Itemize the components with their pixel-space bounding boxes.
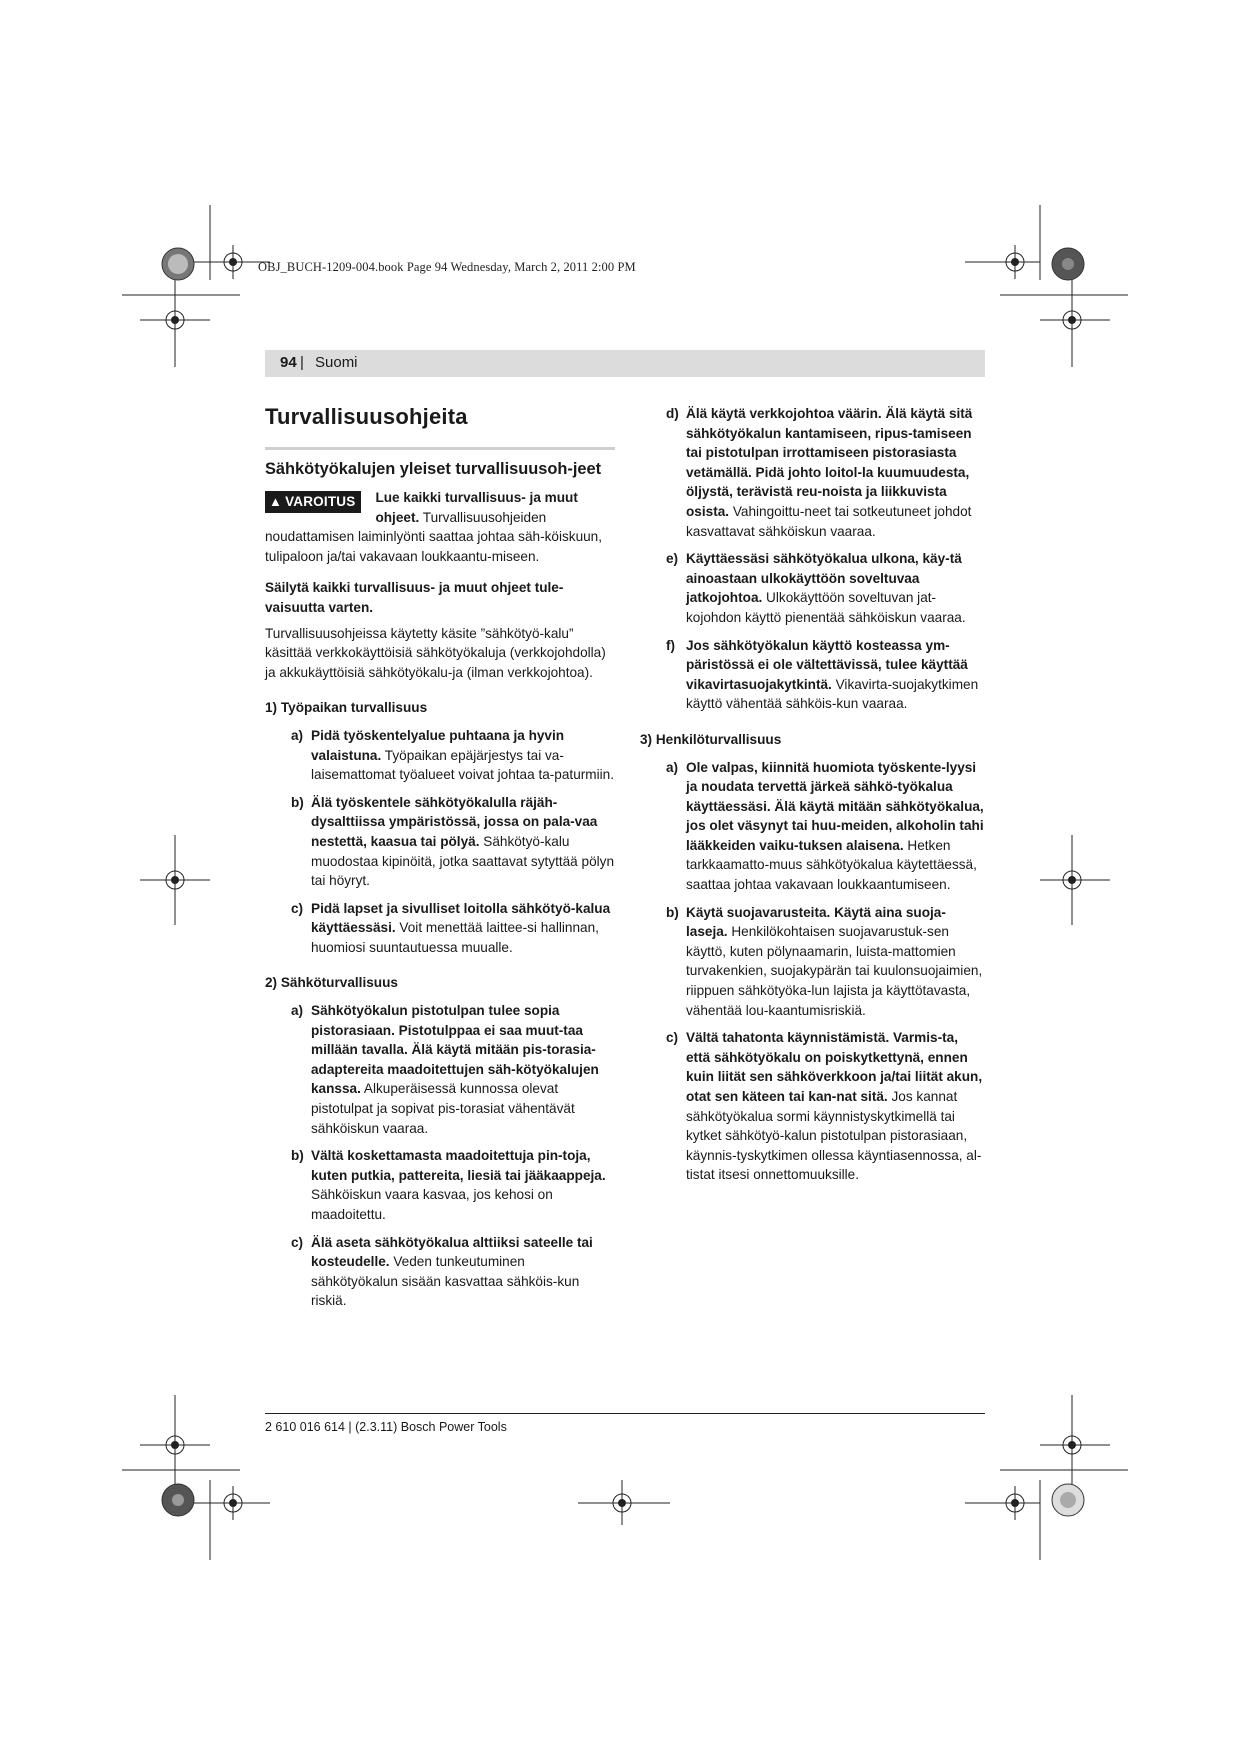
list-item — [265, 726, 615, 785]
item-text: Voit menettää laittee-si hallinnan, huomiosi suuntautuessa muualle. — [311, 920, 599, 955]
section-heading: 1) Työpaikan turvallisuus — [265, 700, 428, 716]
footer-rule — [265, 1413, 985, 1414]
header-separator: | — [300, 354, 304, 371]
color-wheel-icon-tl — [162, 248, 194, 280]
list-item — [640, 1028, 985, 1185]
list-item — [265, 899, 615, 958]
print-info: OBJ_BUCH-1209-004.book Page 94 Wednesday, March 2, 2011 2:00 PM — [258, 260, 636, 274]
item-text: Henkilökohtaisen suojavarustuk-sen käyttö, kuten pölynaamarin, luista-mattomien turvakenkien, suojakypärän tai kuulonsuojaimien, riippuen sähkötyöka-lun lajista ja käyttötavasta, vähentää lou-kaantumisriskiä. — [686, 924, 983, 1018]
item-bold: Jos sähkötyökalun käyttö kosteassa ym-päristössä ei ole vältettävissä, tulee käyttää vikavirtasuojakytkintä. — [686, 637, 968, 692]
warning-bold: Lue kaikki turvallisuus- ja muut ohjeet. — [375, 490, 578, 525]
item-label: a) — [291, 727, 304, 743]
list-item — [265, 1146, 615, 1224]
item-label: a) — [666, 759, 679, 775]
item-bold: Älä käytä verkkojohtoa väärin. Älä käytä sitä sähkötyökalun kantamiseen, ripus-tamiseen tai pistotulpan irrottamiseen pistorasiasta vetämällä. Pidä johto loitol-la kuumuudesta, öljystä, terävistä reu-noista ja liikkuvista osista. — [686, 406, 973, 519]
item-text: Ulkokäyttöön soveltuvan jat-kojohdon käyttö pienentää sähköiskun vaaraa. — [686, 590, 966, 625]
list-item — [640, 903, 985, 1021]
left-column — [265, 403, 615, 1311]
section-heading: 2) Sähköturvallisuus — [265, 975, 398, 991]
list-item — [265, 793, 615, 891]
item-bold: Ole valpas, kiinnitä huomiota työskente-lyysi ja noudata tervettä järkeä sähkö-työkalua käyttäessäsi. Älä käytä mitään sähkötyökalua, jos olet väsynyt tai huu-meiden, alkoholin tahi lääkkeiden vaiku-tuksen alaisena. — [686, 759, 984, 853]
item-text: Veden tunkeutuminen sähkötyökalun sisään kasvattaa sähköis-kun riskiä. — [311, 1254, 580, 1309]
item-text: Vikavirta-suojakytkimen käyttö vähentää sähköis-kun vaaraa. — [686, 676, 979, 712]
item-bold: Älä työskentele sähkötyökalulla räjäh-dysalttiissa ympäristössä, jossa on pala-vaa nestettä, kaasua tai pölyä. — [311, 794, 598, 849]
list-item — [640, 758, 985, 895]
warning-text: Turvallisuusohjeiden noudattamisen laiminlyönti saattaa johtaa säh-köiskuun, tulipaloon ja/tai vakavaan loukkaantu-miseen. — [265, 509, 603, 564]
header-language: Suomi — [315, 354, 358, 371]
item-text: Työpaikan epäjärjestys tai va-laisemattomat työalueet voivat johtaa ta-paturmiin. — [311, 747, 614, 783]
title-rule — [265, 447, 615, 450]
page-title: Turvallisuusohjeita — [265, 404, 468, 429]
section-heading: 3) Henkilöturvallisuus — [640, 731, 782, 747]
general-heading: Sähkötyökalujen yleiset turvallisuusoh-jeet — [265, 460, 602, 478]
item-label: c) — [666, 1030, 679, 1046]
item-label: c) — [291, 1234, 304, 1250]
item-bold: Käyttäessäsi sähkötyökalua ulkona, käy-tä ainoastaan ulkokäyttöön soveltuvaa jatkojohtoa. — [686, 551, 962, 606]
warning-block — [265, 488, 615, 566]
item-bold: Vältä koskettamasta maadoitettuja pin-toja, kuten putkia, pattereita, liesiä tai jääkaappeja. — [311, 1148, 606, 1183]
item-label: b) — [291, 794, 304, 810]
item-bold: Pidä lapset ja sivulliset loitolla sähkötyö-kalua käyttäessäsi. — [311, 900, 611, 936]
right-column — [640, 404, 985, 1185]
color-wheel-icon-tr — [1052, 248, 1084, 280]
color-wheel-icon-bl — [162, 1484, 194, 1516]
color-wheel-icon-br — [1052, 1484, 1084, 1516]
page-footer: 2 610 016 614 | (2.3.11) Bosch Power Tools — [265, 1420, 507, 1434]
item-label: f) — [666, 637, 676, 653]
warning-badge-label: VAROITUS — [285, 494, 356, 509]
item-text: Hetken tarkkaamatto-muus sähkötyökalua käytettäessä, saattaa johtaa vakavaan loukkaantumiseen. — [686, 837, 977, 893]
warning-icon: ▲ — [269, 494, 283, 509]
item-text: Jos kannat sähkötyökalua sormi käynnistyskytkimellä tai kytket sähkötyö-kalun pistotulpan pistorasiaan, käynnis-tyskytkimen ollessa käyntiasennossa, al-tistat itsesi onnettomuuksille. — [686, 1089, 982, 1183]
item-text: Vahingoittu-neet tai sotkeutuneet johdot kasvattavat sähköiskun vaaraa. — [686, 503, 972, 539]
item-text: Sähköiskun vaara kasvaa, jos kehosi on maadoitettu. — [311, 1187, 553, 1222]
warning-badge — [265, 491, 361, 513]
item-bold: Sähkötyökalun pistotulpan tulee sopia pistorasiaan. Pistotulppaa ei saa muut-taa millään tavalla. Älä käytä mitään pis-torasia-adaptereita maadoitettujen säh-kötyökalujen kanssa. — [311, 1003, 599, 1097]
item-text: Alkuperäisessä kunnossa olevat pistotulpat ja sopivat pis-torasiat vähentävät sähköiskun vaaraa. — [311, 1081, 575, 1136]
list-item — [640, 404, 985, 541]
list-item — [265, 1001, 615, 1138]
list-item — [265, 1233, 615, 1311]
item-label: b) — [291, 1148, 304, 1164]
list-item — [640, 636, 985, 714]
page-number: 94 — [280, 354, 297, 371]
page-header — [265, 350, 985, 377]
item-bold: Älä aseta sähkötyökalua alttiiksi sateelle tai kosteudelle. — [311, 1234, 593, 1270]
item-label: c) — [291, 900, 304, 916]
list-item — [640, 549, 985, 627]
item-bold: Vältä tahatonta käynnistämistä. Varmis-ta, että sähkötyökalu on poiskytkettynä, ennen kuin liität sen sähköverkkoon ja/tai liität akun, otat sen käteen tai kan-nat sitä. — [686, 1030, 983, 1104]
item-bold: Pidä työskentelyalue puhtaana ja hyvin valaistuna. — [311, 727, 565, 763]
item-label: a) — [291, 1003, 304, 1019]
item-label: b) — [666, 904, 679, 920]
item-bold: Käytä suojavarusteita. Käytä aina suoja-laseja. — [686, 904, 946, 940]
item-text: Sähkötyö-kalu muodostaa kipinöitä, jotka saattavat sytyttää pölyn tai höyryt. — [311, 833, 615, 889]
term-definition: Turvallisuusohjeissa käytetty käsite ”sähkötyö-kalu” käsittää verkkokäyttöisiä sähkötyökaluja (verkkojohdolla) ja akkukäyttöisiä sähkötyökalu-ja (ilman verkkojohtoa). — [265, 625, 606, 680]
item-label: e) — [666, 551, 679, 567]
keep-instructions: Säilytä kaikki turvallisuus- ja muut ohjeet tule-vaisuutta varten. — [265, 580, 564, 615]
item-label: d) — [666, 406, 679, 421]
